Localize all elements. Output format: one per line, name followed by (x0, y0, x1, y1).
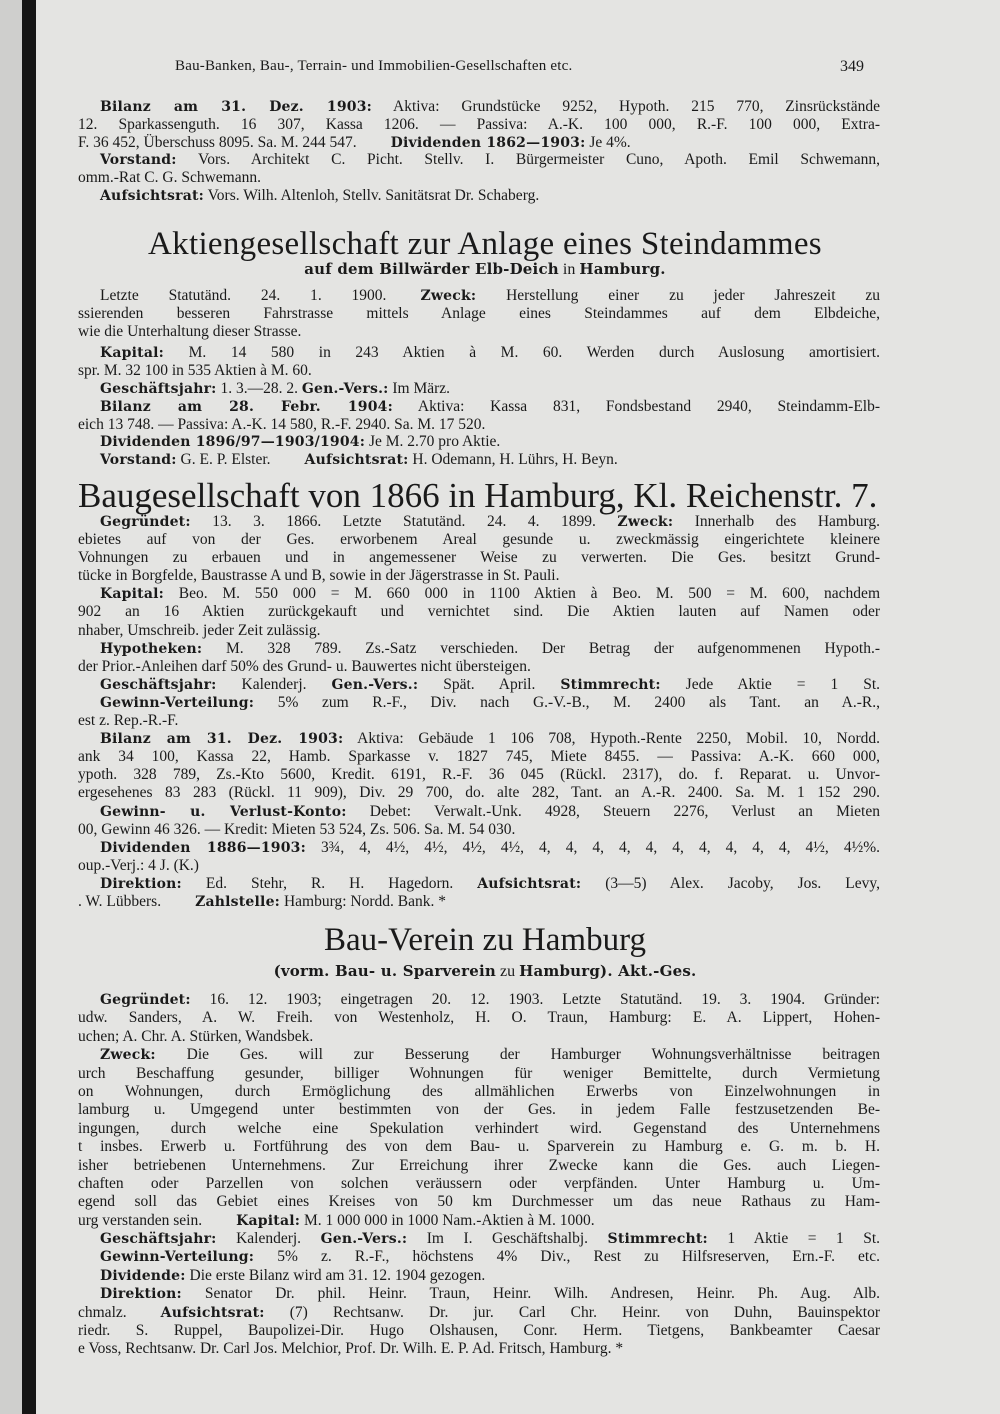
field-label: Aufsichtsrat: (477, 875, 582, 892)
text-line (78, 305, 880, 323)
text-line (78, 116, 880, 134)
text-run: ergesehenes 83 283 (Rückl. 11 909), Div. 29 700, do. alte 282, Tant. an A.-R. 2400. Sa. M. 1 152 290. (78, 784, 880, 802)
text-line (78, 151, 880, 169)
text-run: Innerhalb des Hamburg. (673, 513, 880, 530)
text-run: Jede Aktie = 1 St. (660, 675, 880, 693)
text-line (78, 1322, 880, 1340)
field-label: Hypotheken: (100, 640, 203, 657)
text-line (78, 287, 880, 305)
text-run: ssierenden besseren Fahrstrasse mittels Anlage eines Steindammes auf dem Elbdeiche, (78, 304, 880, 322)
text-run: Spät. April. (418, 675, 561, 693)
text-line (78, 821, 880, 839)
text-line (78, 1101, 880, 1119)
text-run: 13. 3. 1866. Letzte Statutänd. 24. 4. 1899. (190, 513, 618, 530)
text-line (78, 549, 880, 567)
field-label: Dividenden 1896/97—1903/1904: (100, 434, 366, 451)
running-header-title: Bau-Banken, Bau-, Terrain- und Immobilien-Gesellschaften etc. (175, 58, 573, 74)
text-run: . W. Lübbers. (78, 892, 162, 910)
text-line (78, 1212, 880, 1230)
field-label: Bilanz am 28. Febr. 1904: (100, 398, 393, 415)
field-label: Aufsichtsrat: (100, 187, 204, 204)
field-label: Zahlstelle: (195, 893, 281, 910)
field-label: Dividenden 1886—1903: (100, 839, 306, 856)
text-line (78, 1285, 880, 1303)
text-run: isher betriebenen Unternehmens. Zur Erreichung ihrer Zwecke kann die Ges. auch Liegen- (78, 1156, 880, 1174)
text-run: Die Ges. will zur Besserung der Hamburger Wohnungsverhältnisse beitragen (155, 1046, 880, 1064)
text-line (78, 567, 880, 585)
text-run: wie die Unterhaltung dieser Strasse. (78, 322, 302, 340)
field-label: Vorstand: (100, 152, 177, 169)
text-run: H. Odemann, H. Lührs, H. Beyn. (408, 451, 618, 469)
text-run: Senator Dr. phil. Heinr. Traun, Heinr. Wilh. Andresen, Heinr. Ph. Aug. Alb. (181, 1285, 880, 1303)
text-line (78, 344, 880, 362)
text-run: Debet: Verwalt.-Unk. 4928, Steuern 2276, Verlust an Mieten (346, 802, 880, 820)
text-line (78, 380, 880, 398)
text-line (78, 1340, 880, 1358)
text-run: Beo. M. 550 000 = M. 660 000 in 1100 Aktien à Beo. M. 500 = M. 600, nachdem (163, 585, 880, 603)
text-line (78, 451, 880, 469)
text-line (78, 1138, 880, 1156)
text-run: M. 328 789. Zs.-Satz verschieden. Der Betrag der aufgenommenen Hypoth.- (202, 639, 880, 657)
text-run: Kalenderj. (216, 675, 332, 693)
text-run: Im I. Geschäftshalbj. (407, 1230, 608, 1248)
text-run: on Wohnungen, durch Ermöglichung des allmählichen Erwerbs von Einzelwohnungen in (78, 1082, 880, 1100)
text-run: Aktiva: Gebäude 1 106 708, Hypoth.-Rente 2250, Mobil. 10, Nordd. (343, 730, 880, 748)
field-label: Zweck: (420, 288, 477, 304)
text-run: Vors. Wilh. Altenloh, Stellv. Sanitätsrat Dr. Schaberg. (204, 186, 540, 204)
field-label: Stimmrecht: (607, 1231, 708, 1248)
text-line (78, 748, 880, 766)
subtitle-run: Hamburg). Akt.-Ges. (519, 962, 697, 980)
entry-body-bau-verein (78, 991, 880, 1359)
text-run: Letzte Statutänd. 24. 1. 1900. (100, 287, 387, 304)
text-line (78, 875, 880, 893)
text-line (78, 1120, 880, 1138)
text-run: riedr. S. Ruppel, Baupolizei-Dir. Hugo Olshausen, Conr. Herm. Tietgens, Bankbeamter Caesar (78, 1322, 880, 1340)
subtitle-run: zu (495, 963, 520, 980)
text-line (78, 694, 880, 712)
field-label: Gegründet: (100, 992, 191, 1008)
text-run: G. E. P. Elster. (176, 451, 271, 469)
text-line (78, 1175, 880, 1193)
entry-subtitle-bau-verein (70, 962, 900, 981)
text-run: 5% z. R.-F., höchstens 4% Div., Rest zu Hilfsreserven, Ern.-F. etc. (254, 1248, 880, 1266)
text-run: tücke in Borgfelde, Baustrasse A und B, sowie in der Jägerstrasse in St. Pauli. (78, 567, 560, 585)
text-line (78, 893, 880, 911)
text-run: egend soll das Gebiet eines Kreises von 50 km Durchmesser um das neue Rathaus zu Ham- (78, 1193, 880, 1211)
text-line (78, 1009, 880, 1027)
text-line (78, 658, 880, 676)
text-run: oup.-Verj.: 4 J. (K.) (78, 856, 199, 874)
field-label: Direktion: (100, 875, 182, 892)
text-line (78, 1230, 880, 1248)
text-run: 12. Sparkassenguth. 16 307, Kassa 1206. — Passiva: A.-K. 100 000, R.-F. 100 000, Extra- (78, 115, 880, 133)
text-line (78, 991, 880, 1009)
field-label: Geschäftsjahr: (100, 1231, 217, 1248)
entry-subtitle-steindamm (70, 260, 900, 279)
text-line (78, 730, 880, 748)
text-run: 3¾, 4, 4½, 4½, 4½, 4½, 4, 4, 4, 4, 4, 4, 4, 4, 4, 4, 4½, 4½%. (305, 838, 880, 856)
text-run: 902 an 16 Aktien zurückgekauft und vernichtet sind. Die Aktien lauten auf Namen oder (78, 603, 880, 621)
text-run: Aktiva: Kassa 831, Fondsbestand 2940, Steindamm-Elb- (392, 397, 880, 415)
text-run: spr. M. 32 100 in 535 Aktien à M. 60. (78, 362, 312, 380)
field-label: Gewinn-Verteilung: (100, 1249, 255, 1266)
text-run: ingungen, durch welche eine Spekulation verhindert wird. Gegenstand des Unternehmens (78, 1119, 880, 1137)
field-label: Zweck: (617, 514, 674, 530)
text-run: 16. 12. 1903; eingetragen 20. 12. 1903. Letzte Statutänd. 19. 3. 1904. Gründer: (190, 991, 880, 1008)
text-line (78, 398, 880, 416)
entry-body-steindamm (78, 287, 880, 469)
text-run: (3—5) Alex. Jacoby, Jos. Levy, (581, 874, 880, 892)
text-run: Herstellung einer zu jeder Jahreszeit zu (476, 287, 880, 304)
text-run: Vors. Architekt C. Picht. Stellv. I. Bürgermeister Cuno, Apoth. Emil Schwemann, (176, 151, 880, 169)
page-gutter (0, 0, 22, 1414)
text-line (78, 857, 880, 875)
text-line (78, 433, 880, 451)
text-run: der Prior.-Anleihen darf 50% des Grund- u. Bauwertes nicht übersteigen. (78, 657, 531, 675)
entry-title-baugesellschaft-1866: Baugesellschaft von 1866 in Hamburg, Kl. Reichenstr. 7. (78, 476, 878, 515)
field-label: Gewinn-Verteilung: (100, 694, 255, 711)
field-label: Aufsichtsrat: (160, 1304, 265, 1321)
text-run: F. 36 452, Überschuss 8095. Sa. M. 244 547. (78, 133, 357, 151)
text-run: est z. Rep.-R.-F. (78, 712, 179, 730)
text-line (78, 416, 880, 434)
text-run: chaften oder Parzellen von solchen veräussern oder verpfänden. Unter Hamburg u. Um- (78, 1174, 880, 1192)
subtitle-run: auf dem Billwärder Elb-Deich (304, 260, 559, 278)
text-run: Die erste Bilanz wird am 31. 12. 1904 gezogen. (185, 1266, 486, 1284)
field-label: Stimmrecht: (560, 676, 661, 693)
field-label: Gen.-Vers.: (320, 1231, 408, 1248)
entry-title-steindamm: Aktiengesellschaft zur Anlage eines Steindammes (148, 226, 822, 262)
field-label: Geschäftsjahr: (100, 676, 217, 693)
text-run: lamburg u. Umgegend unter bestimmten von der Ges. in jedem Falle festzusetzenden Be- (78, 1101, 880, 1119)
text-line (78, 1157, 880, 1175)
subtitle-run: in (558, 261, 580, 278)
text-line (78, 531, 880, 549)
field-label: Gewinn- u. Verlust-Konto: (100, 803, 347, 820)
text-run: M. 14 580 in 243 Aktien à M. 60. Werden durch Auslosung amortisiert. (163, 344, 880, 362)
text-run: 1 Aktie = 1 St. (707, 1230, 880, 1248)
text-line (78, 187, 880, 205)
text-run: ypoth. 328 789, Zs.-Kto 5600, Kredit. 6191, R.-F. 36 045 (Rückl. 2317), do. f. Reparat. u. Unvor- (78, 766, 880, 784)
field-label: Gegründet: (100, 514, 191, 530)
text-line (78, 640, 880, 658)
text-line (78, 1193, 880, 1211)
subtitle-run: (vorm. Bau- u. Sparverein (273, 962, 496, 980)
text-line (78, 603, 880, 621)
page-number: 349 (840, 58, 864, 75)
text-line (78, 766, 880, 784)
text-line (78, 513, 880, 531)
field-label: Direktion: (100, 1286, 182, 1303)
text-line (78, 1028, 880, 1046)
text-line (78, 323, 880, 341)
text-line (78, 1267, 880, 1285)
text-run: 1. 3.—28. 2. (216, 379, 302, 397)
text-run: nhaber, Umschreib. jeder Zeit zulässig. (78, 621, 321, 639)
text-run: e Voss, Rechtsanw. Dr. Carl Jos. Melchior, Prof. Dr. Wilh. E. P. Ad. Fritsch, Hamburg. * (78, 1340, 624, 1358)
text-line (78, 1065, 880, 1083)
field-label: Kapital: (236, 1212, 301, 1229)
text-line (78, 362, 880, 380)
text-run: t insbes. Erwerb u. Fortführung des von dem Bau- u. Sparverein zu Hamburg e. G. m. b. H. (78, 1138, 880, 1156)
field-label: Vorstand: (100, 452, 177, 469)
text-line (78, 712, 880, 730)
text-run: ank 34 100, Kassa 22, Hamb. Sparkasse v. 1827 745, Miete 8455. — Passiva: A.-K. 660 000, (78, 748, 880, 766)
field-label: Dividenden 1862—1903: (390, 134, 586, 151)
running-header (80, 58, 880, 78)
text-run: 00, Gewinn 46 326. — Kredit: Mieten 53 524, Zs. 506. Sa. M. 54 030. (78, 820, 516, 838)
text-line (78, 1248, 880, 1266)
entry-title-bau-verein: Bau-Verein zu Hamburg (324, 922, 646, 958)
text-line (78, 676, 880, 694)
text-run: urg verstanden sein. (78, 1211, 203, 1229)
text-run: Im März. (388, 379, 451, 397)
text-line (78, 784, 880, 802)
text-run: uchen; A. Chr. A. Stürken, Wandsbek. (78, 1027, 314, 1045)
text-line (78, 1083, 880, 1101)
text-run: 5% zum R.-F., Div. nach G.-V.-B., M. 2400 als Tant. an A.-R., (254, 693, 880, 711)
text-run: Vohnungen zu erbauen und in angemessener Weise zu verwerten. Die Ges. besitzt Grund- (78, 549, 880, 567)
text-run: M. 1 000 000 in 1000 Nam.-Aktien à M. 1000. (300, 1211, 595, 1229)
text-line (78, 1046, 880, 1064)
field-label: Kapital: (100, 586, 164, 603)
text-run: (7) Rechtsanw. Dr. jur. Carl Chr. Heinr. von Duhn, Bauinspektor (264, 1303, 880, 1321)
binding-shadow (22, 0, 36, 1414)
field-label: Geschäftsjahr: (100, 380, 217, 397)
text-run: chmalz. (78, 1303, 127, 1321)
text-line (78, 169, 880, 187)
field-label: Bilanz am 31. Dez. 1903: (100, 731, 344, 748)
field-label: Kapital: (100, 345, 164, 362)
text-line (78, 803, 880, 821)
text-line (78, 839, 880, 857)
subtitle-run: Hamburg. (579, 260, 666, 278)
text-run: Je 4%. (585, 133, 631, 151)
text-line (78, 585, 880, 603)
field-label: Dividende: (100, 1267, 186, 1284)
text-run: urch Beschaffung gesunder, billiger Wohnungen für weniger Bemittelte, durch Vermietung (78, 1064, 880, 1082)
text-run: eich 13 748. — Passiva: A.-K. 14 580, R.-F. 2940. Sa. M. 17 520. (78, 415, 486, 433)
text-line (78, 622, 880, 640)
text-line (78, 98, 880, 116)
text-run: Hamburg: Nordd. Bank. * (280, 892, 446, 910)
text-run: Ed. Stehr, R. H. Hagedorn. (181, 874, 478, 892)
field-label: Zweck: (100, 1047, 156, 1064)
field-label: Aufsichtsrat: (304, 452, 409, 469)
text-run: Kalenderj. (216, 1230, 321, 1248)
entry-continued-body (78, 98, 880, 205)
field-label: Bilanz am 31. Dez. 1903: (100, 99, 373, 115)
text-run: Je M. 2.70 pro Aktie. (365, 433, 501, 451)
field-label: Gen.-Vers.: (301, 380, 389, 397)
field-label: Gen.-Vers.: (331, 676, 419, 693)
text-run: omm.-Rat C. G. Schwemann. (78, 169, 261, 187)
text-line (78, 1304, 880, 1322)
text-run: Aktiva: Grundstücke 9252, Hypoth. 215 770, Zinsrückstände (372, 98, 880, 115)
text-run: ebietes auf von der Ges. erworbenem Areal gesunde u. zweckmässig eingerichtete kleinere (78, 531, 880, 549)
text-run: udw. Sanders, A. W. Freih. von Westenholz, H. O. Traun, Hamburg: E. A. Lippert, Hohen- (78, 1009, 880, 1027)
text-line (78, 134, 880, 152)
entry-body-baugesellschaft-1866 (78, 513, 880, 911)
